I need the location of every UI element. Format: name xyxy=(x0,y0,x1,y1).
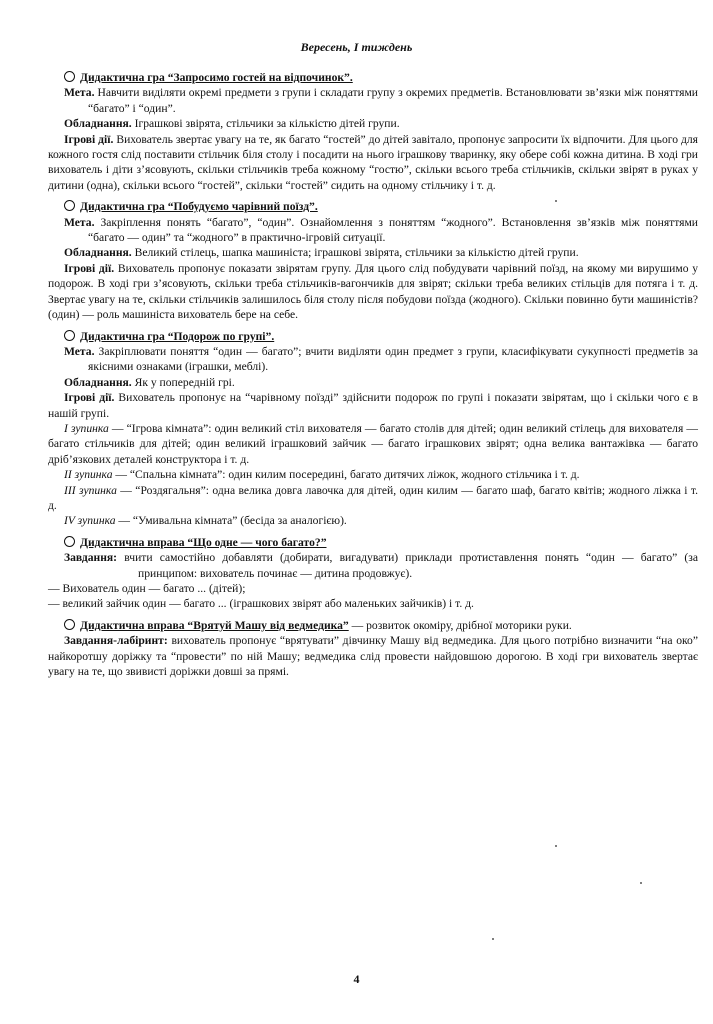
stop-paragraph: IV зупинка — “Умивальна кімната” (бесіда за аналогією). xyxy=(64,514,347,528)
stop-paragraph: II зупинка — “Спальна кімната”: один килим посередині, багато дитячих ліжок, жодного стільчика і т. д. xyxy=(64,468,580,482)
dialog-line: — Вихователь один — багато ... (дітей); xyxy=(48,582,246,595)
circle-bullet-icon xyxy=(64,619,75,630)
section-title: Дидактична гра “Подорож по групі”. xyxy=(64,329,698,344)
goal-paragraph: Мета. Навчити виділяти окремі предмети з групи і складати групу з окремих предметів. Встановлювати зв’язки між поняттями “багато” і “один”. xyxy=(64,86,698,115)
scan-speck xyxy=(555,845,557,847)
circle-bullet-icon xyxy=(64,200,75,211)
task-paragraph: Завдання: вчити самостійно добавляти (добирати, вигадувати) приклади протиставлення понять “один — багато” (за принципом: вихователь починає — дитина продовжує). xyxy=(64,551,698,580)
equipment-paragraph: Обладнання. Іграшкові звірята, стільчики за кількістю дітей групи. xyxy=(64,117,400,131)
equipment-paragraph: Обладнання. Як у попередній грі. xyxy=(64,375,235,389)
section-title: Дидактична вправа “Врятуй Машу від ведмедика” — розвиток окоміру, дрібної моторики руки. xyxy=(64,618,698,633)
scan-speck xyxy=(555,200,557,202)
stop-paragraph: I зупинка — “Ігрова кімната”: один великий стіл вихователя — багато столів для дітей; один великий стілець для вихователя — багато стільчиків для дітей; один великий іграшковий зайчик — багато іграшкових звірят; одна велика вантажівка — багато дріб’язкових деталей конструктора і т. д. xyxy=(48,421,698,466)
circle-bullet-icon xyxy=(64,71,75,82)
task-paragraph: Завдання-лабіринт: вихователь пропонує “врятувати” дівчинку Машу від ведмедика. Для цього потрібно визначити “на око” найкоротшу доріжку та “провести” по ній Машу; ведмедика слід провести найдовшою дорогою. В ході гри вихователь звертає увагу на те, що звивисті доріжки довші за прямі. xyxy=(48,634,698,679)
section-game-2 xyxy=(48,199,698,322)
page-number: 4 xyxy=(353,972,360,986)
section-title: Дидактична вправа “Що одне — чого багато?” xyxy=(64,535,698,550)
actions-paragraph: Ігрові дії. Вихователь звертає увагу на те, як багато “гостей” до дітей завітало, пропонує запросити їх відпочити. Для цього для кожного гостя слід поставити стільчик біля столу і посадити на нього іграшкову тваринку, яку обере собі кожна дитина. В ході гри вихователь і діти з’ясовують, скільки стільчиків треба кожному “гостю”, скільки всього треба стільчиків, скільки звірят в руках у дитини (одна), скільки всього “гостей”, скільки “гостей” сидить на одному стільчику і т. д. xyxy=(48,132,698,192)
dialog-line: — великий зайчик один — багато ... (іграшкових звірят або маленьких зайчиків) і т. д. xyxy=(48,597,474,611)
goal-paragraph: Мета. Закріплення понять “багато”, “один”. Ознайомлення з поняттям “жодного”. Встановлення зв’язків між поняттями “багато — один” та “жодного” в практично-ігровій ситуації. xyxy=(64,215,698,245)
section-game-1 xyxy=(48,70,698,193)
section-title: Дидактична гра “Запросимо гостей на відпочинок”. xyxy=(64,70,698,85)
section-game-3 xyxy=(48,329,698,529)
equipment-paragraph: Обладнання. Великий стілець, шапка машиніста; іграшкові звірята, стільчики за кількістю дітей групи. xyxy=(64,246,579,260)
page-header: Вересень, I тиждень xyxy=(300,40,413,54)
circle-bullet-icon xyxy=(64,330,75,341)
stop-paragraph: III зупинка — “Роздягальня”: одна велика довга лавочка для дітей, один килим — багато шаф, багато квітів; жодного ліжка і т. д. xyxy=(48,483,698,512)
scan-speck xyxy=(640,882,642,884)
section-title: Дидактична гра “Побудуємо чарівний поїзд”. xyxy=(64,199,698,214)
page-content xyxy=(48,70,698,685)
actions-paragraph: Ігрові дії. Вихователь пропонує на “чарівному поїзді” здійснити подорож по групі і показати звірятам, що і скільки чого є в нашій групі. xyxy=(48,391,698,420)
goal-paragraph: Мета. Закріплювати поняття “один — багато”; вчити виділяти один предмет з групи, класифікувати сукупності предметів за якісними ознаками (іграшки, меблі). xyxy=(64,344,698,374)
actions-paragraph: Ігрові дії. Вихователь пропонує показати звірятам групу. Для цього слід побудувати чарівний поїзд, на якому ми вирушимо у подорож. В ході гри з’ясовують, скільки треба стільчиків-вагончиків для звірят; скільки треба великих стільців для потяга і т. д. Звертає увагу на те, скільки стільчиків залишилось біля столу після побудови поїзда (жодного). Скільки повинно бути машиністів? (один) — роль машиніста вихователь бере на себе. xyxy=(48,261,698,322)
scan-speck xyxy=(492,938,494,940)
section-exercise-2 xyxy=(48,618,698,680)
circle-bullet-icon xyxy=(64,536,75,547)
section-exercise-1 xyxy=(48,535,698,612)
